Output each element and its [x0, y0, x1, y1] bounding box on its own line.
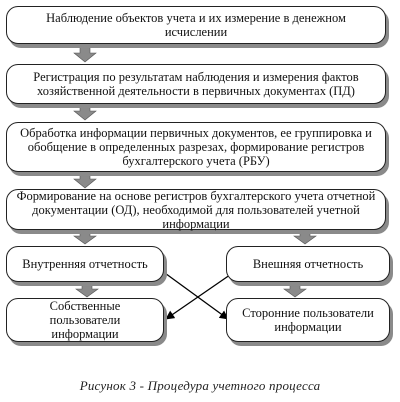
step-observation-text: Наблюдение объектов учета и их измерение в денежном исчислении	[46, 11, 346, 39]
cross-arrow-internal-to-third-party	[158, 268, 228, 319]
down-arrow-left-2	[76, 282, 98, 297]
own-users-label: Собственные пользователи информации	[49, 299, 121, 341]
external-reporting-label: Внешняя отчетность	[252, 257, 364, 271]
step-observation	[6, 6, 386, 44]
own-users	[6, 298, 164, 342]
internal-reporting	[6, 246, 164, 282]
step-registration-text: Регистрация по результатам наблюдения и измерения фактов хозяйственной деятельности в первичных документах (ПД)	[33, 70, 359, 98]
down-arrow-right	[294, 230, 316, 244]
down-arrow-right-2	[284, 282, 306, 297]
step-processing-text: Обработка информации первичных документов, ее группировка и обобщение в определенных разрезах, формирование регистров бухгалтерского учета (РБУ)	[20, 126, 372, 168]
step-reporting-documents	[6, 189, 386, 230]
step-registration	[6, 64, 386, 104]
figure-caption: Рисунок 3 - Процедура учетного процесса	[79, 378, 321, 393]
down-arrow-1	[74, 46, 96, 62]
third-party-users	[226, 298, 390, 342]
down-arrow-3	[74, 172, 96, 188]
external-reporting	[226, 246, 390, 282]
down-arrow-2	[74, 104, 96, 120]
internal-reporting-label: Внутренняя отчетность	[22, 257, 148, 271]
step-reporting-documents-text: Формирование на основе регистров бухгалтерского учета отчетной документации (ОД), необходимой для пользователей учетной информации	[16, 188, 376, 231]
third-party-users-label: Сторонние пользователи информации	[242, 306, 374, 334]
down-arrow-left	[74, 230, 96, 244]
step-processing	[6, 122, 386, 172]
